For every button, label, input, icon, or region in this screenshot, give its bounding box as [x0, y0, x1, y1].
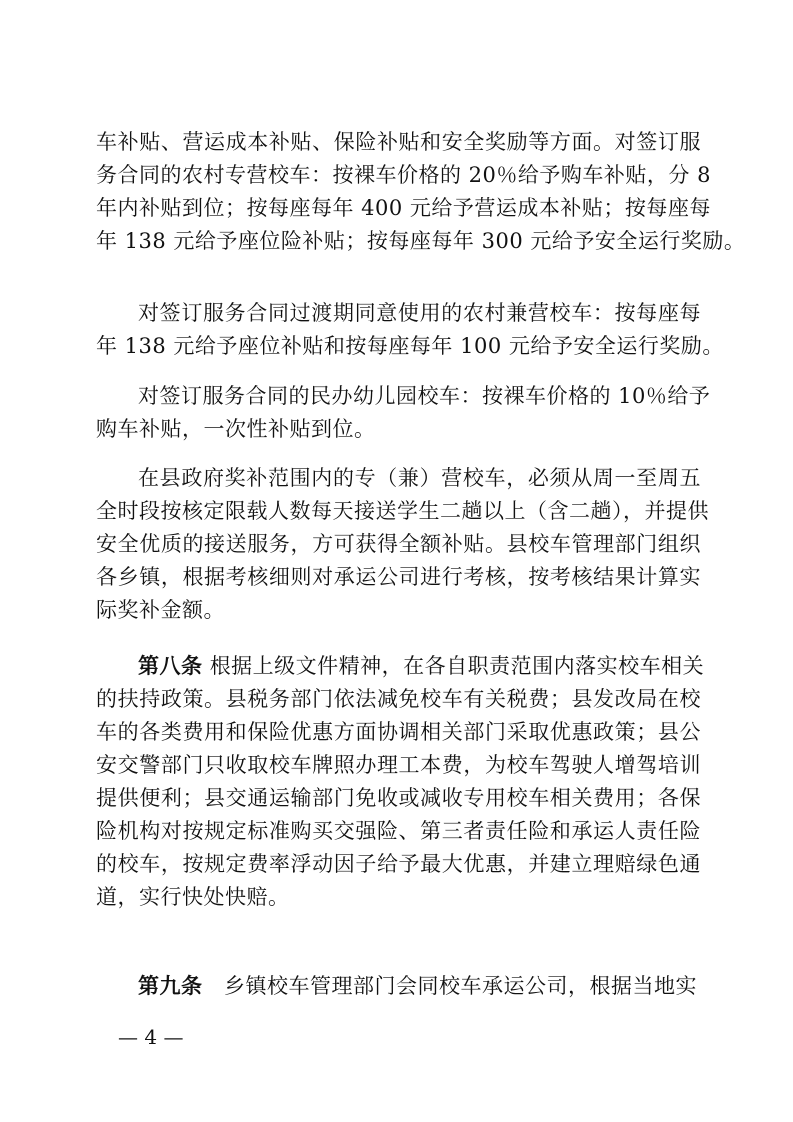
text-line: 道，实行快处快赔。 [96, 885, 290, 909]
text-line: 年 138 元给予座位险补贴；按每座每年 300 元给予安全运行奖励。 [96, 229, 746, 253]
paragraph-kindergarten-bus [96, 380, 711, 446]
text-line: 年 138 元给予座位补贴和按每座每年 100 元给予安全运行奖励。 [96, 334, 724, 358]
text-line: 对签订服务合同的民办幼儿园校车：按裸车价格的 10％给予 [138, 384, 711, 408]
article-first-line [96, 650, 705, 683]
text-line: 各乡镇，根据考核细则对承运公司进行考核，按考核结果计算实 [96, 565, 701, 589]
paragraph-part-time-bus [96, 297, 724, 363]
text-line: 车补贴、营运成本补贴、保险补贴和安全奖励等方面。对签订服 [96, 130, 701, 154]
text-line: 购车补贴，一次性补贴到位。 [96, 417, 376, 441]
paragraph-subsidy-conditions [96, 462, 709, 627]
article-8 [96, 650, 705, 914]
article-title: 第九条 [138, 974, 203, 998]
text-line: 提供便利；县交通运输部门免收或减收专用校车相关费用；各保 [96, 786, 701, 810]
text-line: 的扶持政策。县税务部门依法减免校车有关税费；县发改局在校 [96, 687, 701, 711]
text-line: 险机构对按规定标准购买交强险、第三者责任险和承运人责任险 [96, 819, 701, 843]
page-number: — 4 — [118, 1025, 184, 1049]
article-title: 第八条 [138, 654, 203, 678]
text-line: 车的各类费用和保险优惠方面协调相关部门采取优惠政策；县公 [96, 720, 701, 744]
text-line: 对签订服务合同过渡期同意使用的农村兼营校车：按每座每 [138, 301, 701, 325]
text-fragment: 乡镇校车管理部门会同校车承运公司，根据当地实 [224, 974, 698, 998]
text-line: 安全优质的接送服务，方可获得全额补贴。县校车管理部门组织 [96, 532, 701, 556]
text-line: 在县政府奖补范围内的专（兼）营校车，必须从周一至周五 [138, 466, 701, 490]
text-line: 年内补贴到位；按每座每年 400 元给予营运成本补贴；按每座每 [96, 196, 711, 220]
text-line: 全时段按核定限载人数每天接送学生二趟以上（含二趟），并提供 [96, 499, 709, 523]
text-line: 的校车，按规定费率浮动因子给予最大优惠，并建立理赔绿色通 [96, 852, 701, 876]
article-9 [96, 970, 701, 1003]
article-first-line [96, 970, 701, 1003]
text-line: 务合同的农村专营校车：按裸车价格的 20％给予购车补贴，分 8 [96, 163, 711, 187]
text-fragment: 根据上级文件精神，在各自职责范围内落实校车相关 [209, 654, 705, 678]
paragraph-subsidy-items [96, 126, 746, 258]
text-line: 安交警部门只收取校车牌照办理工本费，为校车驾驶人增驾培训 [96, 753, 701, 777]
text-line: 际奖补金额。 [96, 598, 225, 622]
